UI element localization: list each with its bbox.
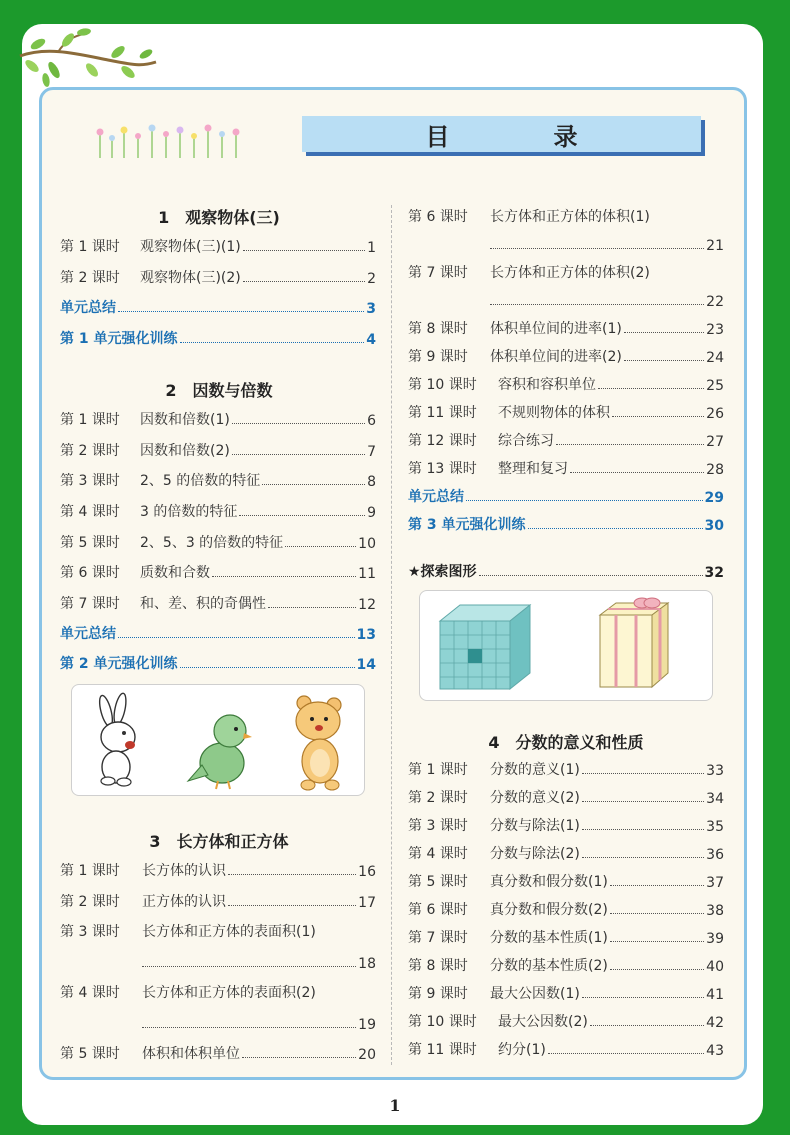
page-number: 17 <box>358 895 376 911</box>
toc-entry[interactable] <box>60 1041 376 1063</box>
toc-entry[interactable] <box>408 204 724 226</box>
unit-heading-2: 2 因数与倍数 <box>165 381 273 400</box>
lesson-label: 第 7 课时 <box>408 930 468 946</box>
page-number: 27 <box>706 434 724 450</box>
lesson-name: 长方体和正方体的体积(1) <box>490 209 650 225</box>
lesson-name: 分数与除法(2) <box>490 846 580 862</box>
lesson-name: 第 1 单元强化训练 <box>60 331 178 347</box>
page-number: 12 <box>358 597 376 613</box>
cartoon-animals-panel <box>71 684 365 796</box>
lesson-label: 第 6 课时 <box>60 565 120 581</box>
toc-entry[interactable] <box>408 785 724 807</box>
lesson-label: 第 5 课时 <box>408 874 468 890</box>
dot-leader <box>228 874 356 875</box>
page-number: 1 <box>367 240 376 256</box>
cartoon-animals-illustration <box>72 685 366 797</box>
bird-icon <box>188 715 252 789</box>
toc-entry[interactable] <box>60 438 376 460</box>
lesson-label: 第 9 课时 <box>408 349 468 365</box>
page-number: 25 <box>706 378 724 394</box>
dot-leader <box>466 500 703 501</box>
lesson-name: 长方体和正方体的表面积(1) <box>142 924 316 940</box>
unit-summary-entry[interactable] <box>60 295 376 317</box>
page-number: 43 <box>706 1043 724 1059</box>
dot-leader <box>262 484 365 485</box>
lesson-name: 长方体和正方体的体积(2) <box>490 265 650 281</box>
lesson-name: 真分数和假分数(2) <box>490 902 608 918</box>
dot-leader <box>242 1057 356 1058</box>
lesson-name: 分数的基本性质(1) <box>490 930 608 946</box>
unit-heading-1: 1 观察物体(三) <box>158 208 280 227</box>
page-number: 34 <box>706 791 724 807</box>
lesson-name: 第 2 单元强化训练 <box>60 656 178 672</box>
lesson-name: 最大公因数(2) <box>498 1014 588 1030</box>
shapes-panel <box>419 590 713 701</box>
shapes-illustration <box>420 591 714 702</box>
page-number: 7 <box>367 444 376 460</box>
lesson-label: 第 4 课时 <box>408 846 468 862</box>
toc-entry[interactable] <box>408 757 724 779</box>
lesson-label: 第 2 课时 <box>60 894 120 910</box>
dot-leader <box>243 281 365 282</box>
cube-stack-icon <box>440 605 530 689</box>
dot-leader <box>556 444 704 445</box>
unit-heading-4: 4 分数的意义和性质 <box>488 733 644 752</box>
page-number: 10 <box>358 536 376 552</box>
page-number: 24 <box>706 350 724 366</box>
page-number: 6 <box>367 413 376 429</box>
lesson-name: 观察物体(三)(1) <box>140 239 241 255</box>
lesson-label: 第 10 课时 <box>408 377 477 393</box>
lesson-name: 因数和倍数(1) <box>140 412 230 428</box>
dot-leader <box>180 342 365 343</box>
dot-leader <box>118 637 355 638</box>
toc-entry[interactable] <box>408 925 724 947</box>
page-number: 21 <box>706 238 724 254</box>
lesson-name: 不规则物体的体积 <box>498 405 610 421</box>
dot-leader <box>239 515 365 516</box>
lesson-name: 长方体的认识 <box>142 863 226 879</box>
dot-leader <box>212 576 356 577</box>
unit-training-entry[interactable] <box>60 326 376 348</box>
page-number: 29 <box>704 490 724 506</box>
dot-leader <box>610 885 704 886</box>
lesson-label: 第 1 课时 <box>60 863 120 879</box>
lesson-label: 第 7 课时 <box>408 265 468 281</box>
toc-entry[interactable] <box>408 953 724 975</box>
dot-leader <box>232 454 365 455</box>
page-number: 14 <box>356 657 376 673</box>
toc-entry[interactable] <box>60 265 376 287</box>
dot-leader <box>598 388 704 389</box>
lesson-name: 单元总结 <box>60 300 116 316</box>
lesson-name: 正方体的认识 <box>142 894 226 910</box>
lesson-label: 第 13 课时 <box>408 461 477 477</box>
lesson-name: 体积单位间的进率(2) <box>490 349 622 365</box>
page-number: 11 <box>358 566 376 582</box>
lesson-label: 第 3 课时 <box>408 818 468 834</box>
toc-entry[interactable] <box>60 499 376 521</box>
lesson-name: 2、5、3 的倍数的特征 <box>140 535 284 551</box>
dot-leader <box>582 857 704 858</box>
lesson-label: 第 9 课时 <box>408 986 468 1002</box>
page-number: 19 <box>358 1017 376 1033</box>
lesson-name: 单元总结 <box>408 489 464 505</box>
dot-leader <box>582 801 704 802</box>
lesson-label: 第 1 课时 <box>60 412 120 428</box>
lesson-label: 第 12 课时 <box>408 433 477 449</box>
lesson-label: 第 10 课时 <box>408 1014 477 1030</box>
toc-entry-continuation[interactable] <box>490 288 724 310</box>
lesson-label: 第 4 课时 <box>60 504 120 520</box>
lesson-label: 第 2 课时 <box>60 443 120 459</box>
branch-illustration <box>18 26 158 88</box>
dot-leader <box>612 416 704 417</box>
toc-entry[interactable] <box>408 344 724 366</box>
dot-leader <box>118 311 364 312</box>
dot-leader <box>570 472 704 473</box>
page-number: 3 <box>366 301 376 317</box>
dot-leader <box>490 304 704 305</box>
lesson-label: 第 7 课时 <box>60 596 120 612</box>
lesson-name: 分数与除法(1) <box>490 818 580 834</box>
lesson-name: 分数的基本性质(2) <box>490 958 608 974</box>
toc-entry-continuation[interactable] <box>490 232 724 254</box>
toc-entry[interactable] <box>408 1037 724 1059</box>
toc-entry[interactable] <box>60 407 376 429</box>
page-number: 32 <box>704 565 724 581</box>
lesson-name: 真分数和假分数(1) <box>490 874 608 890</box>
page-number: 22 <box>706 294 724 310</box>
lesson-label: 第 3 课时 <box>60 473 120 489</box>
toc-entry[interactable] <box>408 981 724 1003</box>
unit-training-entry[interactable] <box>408 512 724 534</box>
dot-leader <box>285 546 356 547</box>
lesson-name: 分数的意义(2) <box>490 790 580 806</box>
unit-heading-3: 3 长方体和正方体 <box>149 832 289 851</box>
page-number: 23 <box>706 322 724 338</box>
page-number: 8 <box>367 474 376 490</box>
toc-entry[interactable] <box>408 372 724 394</box>
dot-leader <box>590 1025 704 1026</box>
page-number: 37 <box>706 875 724 891</box>
page-number: 33 <box>706 763 724 779</box>
lesson-name: 约分(1) <box>498 1042 546 1058</box>
toc-entry[interactable] <box>408 813 724 835</box>
page-number: 4 <box>366 332 376 348</box>
toc-entry[interactable] <box>60 234 376 256</box>
gift-box-icon <box>600 598 668 687</box>
toc-entry[interactable] <box>60 591 376 613</box>
explore-shapes-entry[interactable] <box>408 559 724 581</box>
lesson-label: 第 3 课时 <box>60 924 120 940</box>
toc-entry[interactable] <box>60 560 376 582</box>
toc-entry[interactable] <box>408 869 724 891</box>
lesson-name: 体积和体积单位 <box>142 1046 240 1062</box>
lesson-name: 长方体和正方体的表面积(2) <box>142 985 316 1001</box>
dot-leader <box>142 966 356 967</box>
toc-entry[interactable] <box>408 1009 724 1031</box>
toc-entry-continuation[interactable] <box>142 1011 376 1033</box>
page-number: 13 <box>356 627 376 643</box>
toc-entry[interactable] <box>60 980 376 1002</box>
dot-leader <box>228 905 356 906</box>
lesson-label: 第 8 课时 <box>408 321 468 337</box>
dot-leader <box>582 773 704 774</box>
bear-icon <box>296 696 341 790</box>
page-number: 28 <box>706 462 724 478</box>
lesson-label: 第 2 课时 <box>408 790 468 806</box>
toc-entry[interactable] <box>60 889 376 911</box>
lesson-name: 观察物体(三)(2) <box>140 270 241 286</box>
lesson-label: 第 1 课时 <box>60 239 120 255</box>
toc-entry[interactable] <box>60 468 376 490</box>
dot-leader <box>582 997 704 998</box>
dot-leader <box>268 607 356 608</box>
flowers-illustration <box>94 120 242 160</box>
lesson-label: 第 5 课时 <box>60 1046 120 1062</box>
page-number: 36 <box>706 847 724 863</box>
dot-leader <box>610 913 704 914</box>
lesson-name: 因数和倍数(2) <box>140 443 230 459</box>
toc-entry[interactable] <box>408 428 724 450</box>
dot-leader <box>490 248 704 249</box>
lesson-name: 最大公因数(1) <box>490 986 580 1002</box>
lesson-label: 第 1 课时 <box>408 762 468 778</box>
lesson-name: 第 3 单元强化训练 <box>408 517 526 533</box>
lesson-name: 单元总结 <box>60 626 116 642</box>
dot-leader <box>232 423 365 424</box>
dot-leader <box>548 1053 704 1054</box>
lesson-name: 3 的倍数的特征 <box>140 504 238 520</box>
lesson-name: 分数的意义(1) <box>490 762 580 778</box>
page-number: 39 <box>706 931 724 947</box>
toc-entry[interactable] <box>60 919 376 941</box>
lesson-name: 质数和合数 <box>140 565 210 581</box>
lesson-name: 容积和容积单位 <box>498 377 596 393</box>
toc-entry[interactable] <box>408 316 724 338</box>
lesson-name: 2、5 的倍数的特征 <box>140 473 261 489</box>
page-number: 42 <box>706 1015 724 1031</box>
page-number: 26 <box>706 406 724 422</box>
lesson-name: 整理和复习 <box>498 461 568 477</box>
lesson-label: 第 5 课时 <box>60 535 120 551</box>
page-number: 18 <box>358 956 376 972</box>
lesson-label: 第 6 课时 <box>408 902 468 918</box>
toc-entry[interactable] <box>408 456 724 478</box>
unit-summary-entry[interactable] <box>60 621 376 643</box>
lesson-name: ★探索图形 <box>408 564 477 580</box>
dot-leader <box>180 667 355 668</box>
toc-entry[interactable] <box>408 897 724 919</box>
dot-leader <box>610 969 704 970</box>
page-number: 38 <box>706 903 724 919</box>
page-number: 40 <box>706 959 724 975</box>
rabbit-icon <box>97 692 135 786</box>
dot-leader <box>610 941 704 942</box>
page-number: 30 <box>704 518 724 534</box>
page-number: 20 <box>358 1047 376 1063</box>
toc-entry[interactable] <box>408 260 724 282</box>
page-number: 41 <box>706 987 724 1003</box>
page-number-footer: 1 <box>389 1096 401 1115</box>
lesson-label: 第 11 课时 <box>408 1042 477 1058</box>
page-title: 目 录 <box>302 116 701 152</box>
toc-entry-continuation[interactable] <box>142 950 376 972</box>
toc-entry[interactable] <box>408 841 724 863</box>
unit-summary-entry[interactable] <box>408 484 724 506</box>
dot-leader <box>582 829 704 830</box>
dot-leader <box>624 360 704 361</box>
toc-entry[interactable] <box>408 400 724 422</box>
page-number: 16 <box>358 864 376 880</box>
dot-leader <box>479 575 703 576</box>
lesson-label: 第 11 课时 <box>408 405 477 421</box>
lesson-label: 第 2 课时 <box>60 270 120 286</box>
toc-entry[interactable] <box>60 858 376 880</box>
lesson-name: 和、差、积的奇偶性 <box>140 596 266 612</box>
page-number: 35 <box>706 819 724 835</box>
dot-leader <box>243 250 365 251</box>
page-number: 2 <box>367 271 376 287</box>
lesson-name: 综合练习 <box>498 433 554 449</box>
lesson-label: 第 8 课时 <box>408 958 468 974</box>
dot-leader <box>624 332 704 333</box>
dot-leader <box>528 528 703 529</box>
dot-leader <box>142 1027 356 1028</box>
toc-entry[interactable] <box>60 530 376 552</box>
page-number: 9 <box>367 505 376 521</box>
lesson-name: 体积单位间的进率(1) <box>490 321 622 337</box>
lesson-label: 第 6 课时 <box>408 209 468 225</box>
unit-training-entry[interactable] <box>60 651 376 673</box>
column-divider <box>391 205 392 1065</box>
lesson-label: 第 4 课时 <box>60 985 120 1001</box>
